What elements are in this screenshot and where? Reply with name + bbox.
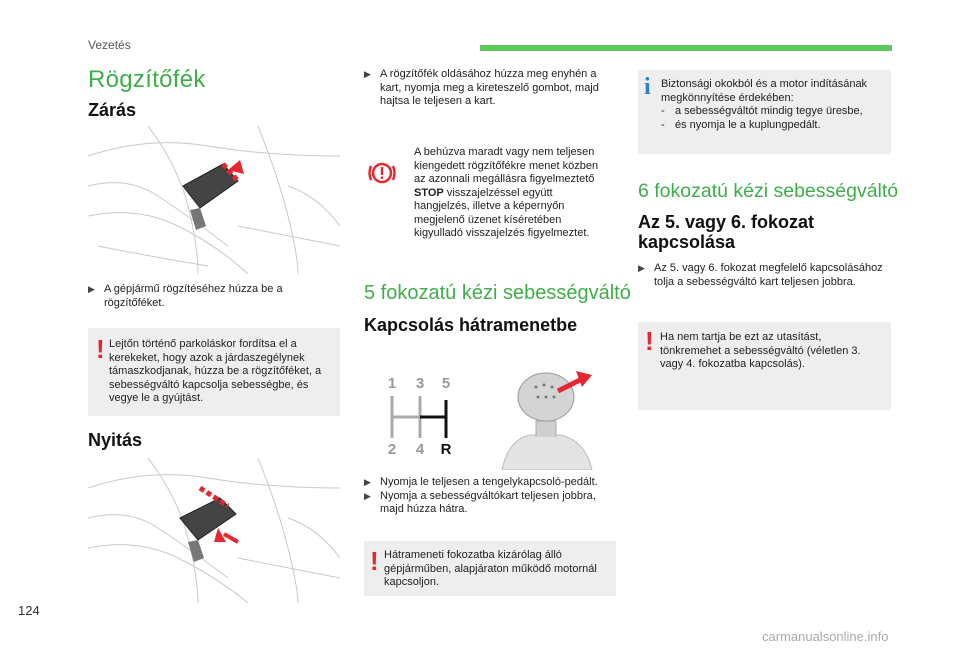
- safety-info-content: [661, 78, 887, 132]
- safety-info-item: [661, 105, 887, 119]
- info-icon: i: [644, 74, 651, 100]
- gear-lever-illustration: [500, 365, 600, 470]
- warning-exclamation-icon: !: [645, 326, 654, 356]
- six-speed-section-title: 6 fokozatú kézi sebességváltó: [638, 180, 899, 202]
- six-speed-warning-text: Ha nem tartja be ezt az utasítást, tönkremehet a sebességváltó (véletlen 3. vagy 4. fokozatba kapcsolás).: [660, 331, 861, 370]
- six-speed-warning-box: [638, 322, 891, 410]
- brake-alert-text-start: A behúzva maradt vagy nem teljesen kiengedett rögzítőfékre menet közben az azonnali megállásra figyelmeztető: [414, 146, 599, 185]
- brake-alert-text-end: visszajelzéssel együtt hangjelzés, illetve a képernyőn megjelenő üzenet kíséretében kigyulladó visszajelzés figyelmeztet.: [414, 186, 590, 239]
- watermark: carmanualsonline.info: [762, 629, 889, 644]
- gear-label-5: 5: [441, 375, 451, 392]
- bullet-marker-icon: ▶: [638, 263, 645, 273]
- five-speed-section-title: 5 fokozatú kézi sebességváltó: [364, 282, 631, 304]
- reverse-instructions: [364, 476, 614, 517]
- safety-info-box: [638, 70, 891, 154]
- parking-warning-box: [88, 328, 340, 416]
- reverse-heading: Kapcsolás hátramenetbe: [364, 315, 578, 335]
- brake-alert-text: [414, 146, 604, 241]
- release-bullet-text: A rögzítőfék oldásához húzza meg enyhén a kart, nyomja meg a kireteszelő gombot, majd hajtsa le teljesen a kart.: [380, 68, 599, 107]
- warning-exclamation-icon: !: [96, 334, 105, 364]
- running-header: Vezetés: [88, 38, 131, 52]
- list-dash: -: [661, 105, 665, 117]
- reverse-warning-box: [364, 541, 616, 596]
- list-dash: -: [661, 118, 665, 131]
- alert-circle-icon: [367, 158, 397, 188]
- bullet-marker-icon: ▶: [364, 69, 371, 79]
- closing-instruction: [88, 283, 338, 310]
- safety-info-item-text: és nyomja le a kuplungpedált.: [675, 118, 821, 131]
- page-number: 124: [18, 603, 40, 618]
- gear-label-2: 2: [387, 441, 397, 458]
- handbrake-opening-illustration: [88, 458, 340, 603]
- six-speed-bullet-text: Az 5. vagy 6. fokozat megfelelő kapcsolásához tolja a sebességváltó kart teljesen jobbra.: [654, 262, 883, 288]
- header-accent-bar: [480, 45, 892, 51]
- reverse-bullet-1: Nyomja le teljesen a tengelykapcsoló-pedált.: [380, 476, 598, 488]
- gear-label-reverse: R: [440, 441, 452, 458]
- safety-info-item: [661, 119, 887, 133]
- handbrake-closing-illustration: [88, 126, 340, 274]
- stop-label: STOP: [414, 186, 444, 199]
- safety-info-item-text: a sebességváltót mindig tegye üresbe,: [675, 105, 863, 117]
- six-speed-instruction: [638, 262, 888, 289]
- gear-label-1: 1: [387, 375, 397, 392]
- reverse-warning-text: Hátrameneti fokozatba kizárólag álló gépjárműben, alapjáraton működő motornál kapcsoljon.: [384, 549, 597, 588]
- release-instruction: [364, 68, 614, 109]
- opening-heading: Nyitás: [88, 430, 143, 450]
- closing-bullet-text: A gépjármű rögzítéséhez húzza be a rögzítőféket.: [104, 283, 283, 309]
- bullet-marker-icon: ▶: [364, 477, 371, 487]
- reverse-bullet-2: Nyomja a sebességváltókart teljesen jobbra, majd húzza hátra.: [380, 489, 596, 515]
- bullet-marker-icon: ▶: [364, 490, 371, 501]
- page-title: Rögzítőfék: [88, 66, 206, 93]
- parking-warning-text: Lejtőn történő parkoláskor fordítsa el a kerekeket, hogy azok a járdaszegélynek támaszkodjanak, húzza be a rögzítőféket, a sebességváltó kapcsolja sebességbe, és vegye le a gyújtást.: [109, 338, 322, 404]
- gear-label-4: 4: [415, 441, 425, 458]
- six-speed-heading: Az 5. vagy 6. fokozat kapcsolása: [638, 212, 815, 252]
- warning-exclamation-icon: !: [370, 546, 379, 576]
- gear-label-3: 3: [415, 375, 425, 392]
- closing-heading: Zárás: [88, 100, 137, 120]
- gear-pattern-diagram: [380, 370, 460, 462]
- safety-info-intro: Biztonsági okokból és a motor indításának megkönnyítése érdekében:: [661, 78, 868, 104]
- bullet-marker-icon: ▶: [88, 284, 95, 294]
